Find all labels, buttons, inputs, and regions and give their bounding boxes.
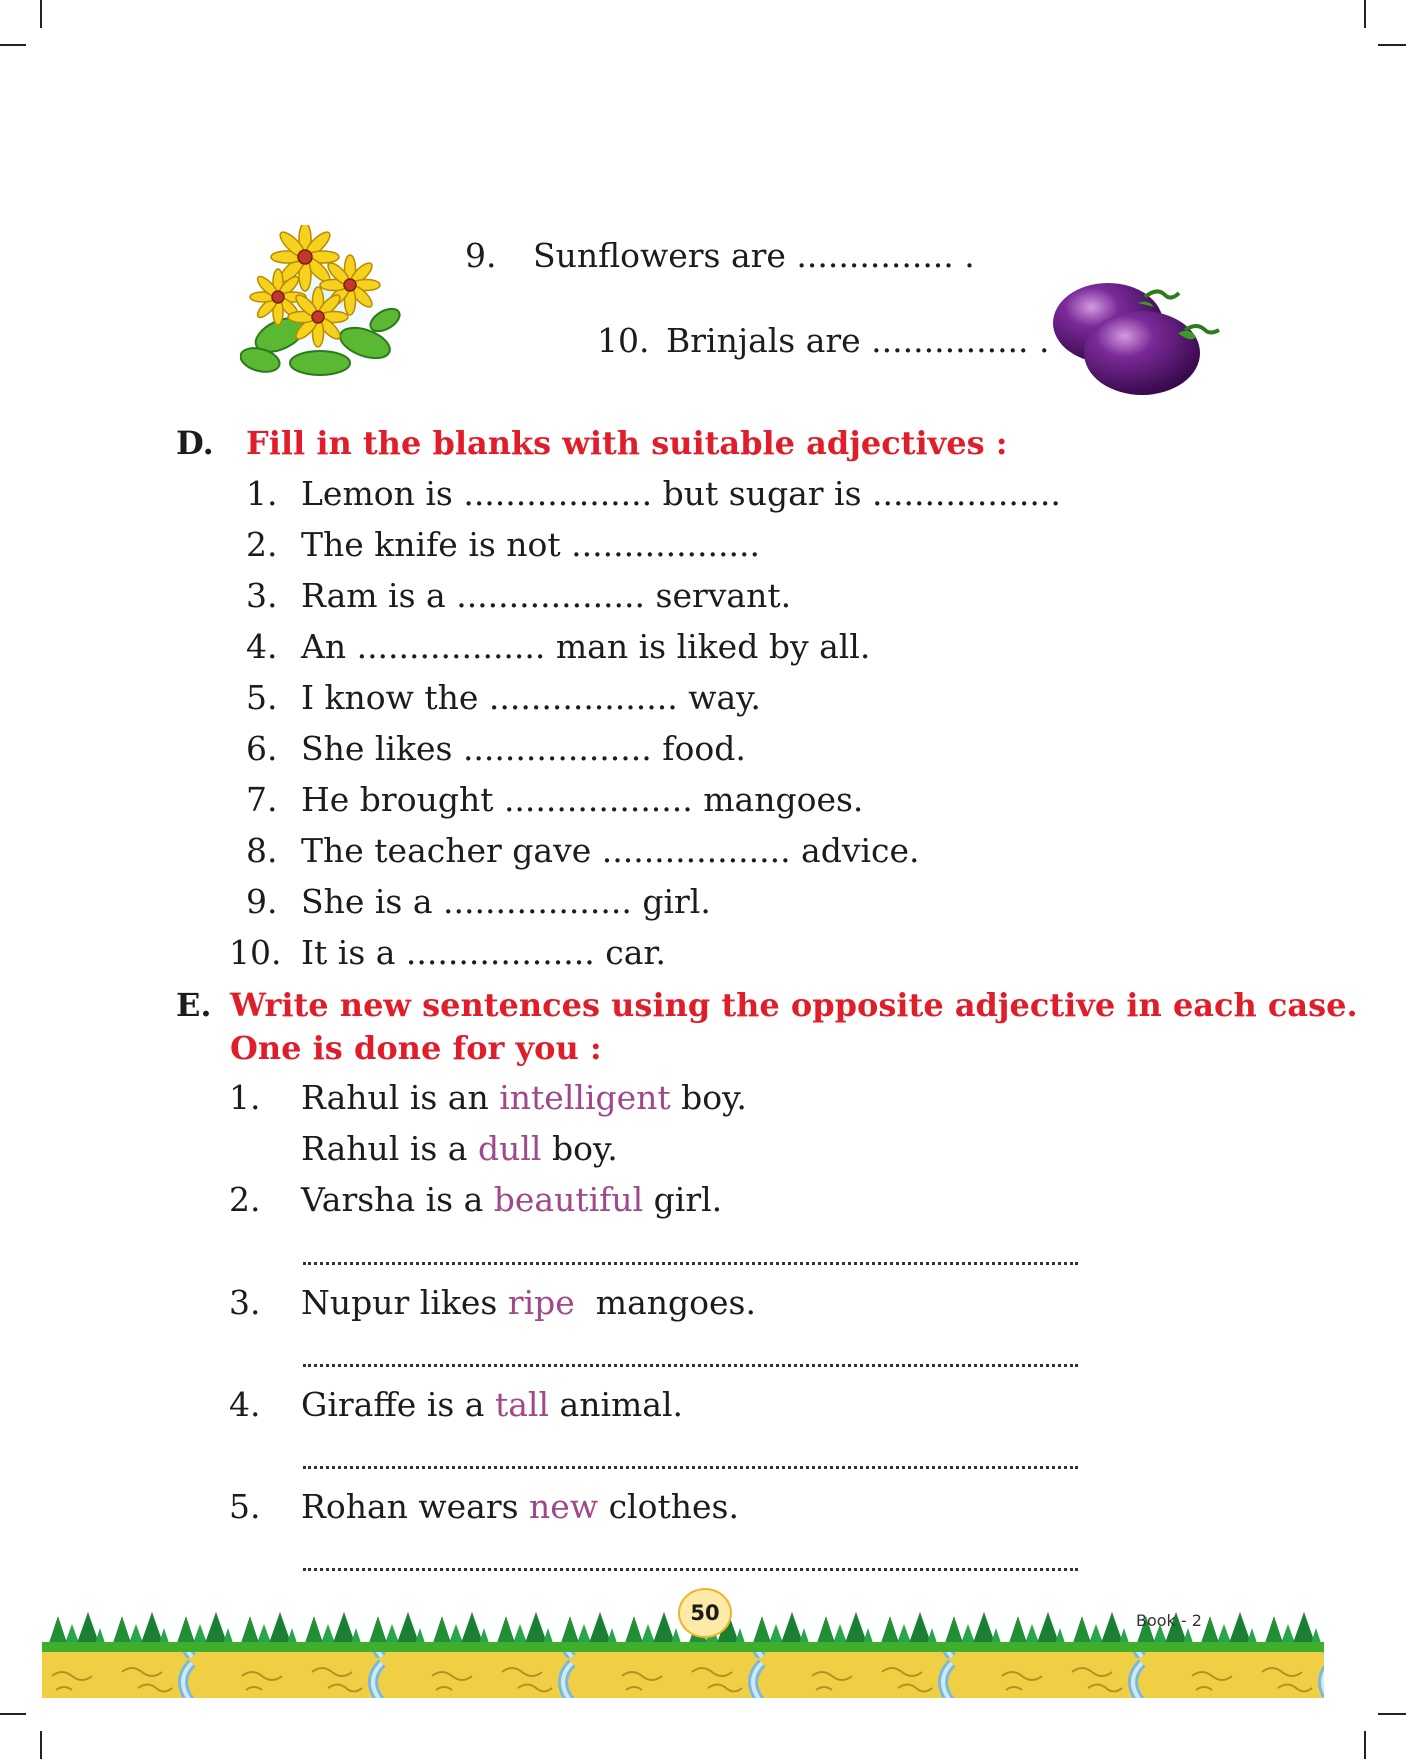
answer-line[interactable]	[303, 1568, 1078, 1571]
crop-mark	[0, 1713, 26, 1715]
item-number: 1.	[246, 474, 278, 513]
section-label: E.	[176, 986, 212, 1024]
item-number: 3.	[229, 1283, 261, 1322]
list-item: She is a .................. girl.	[301, 882, 711, 921]
item-number: 9.	[465, 236, 497, 275]
list-item: He brought .................. mangoes.	[301, 780, 864, 819]
crop-mark	[1364, 0, 1366, 28]
section-heading: Write new sentences using the opposite adjective in each case.	[230, 986, 1358, 1024]
sentence-text: Giraffe is a	[301, 1385, 495, 1424]
item-number: 9.	[246, 882, 278, 921]
sentence-text: boy.	[670, 1078, 747, 1117]
adjective: new	[529, 1487, 599, 1526]
sentence-text: boy.	[541, 1129, 618, 1168]
crop-mark	[40, 0, 42, 28]
crop-mark	[1378, 44, 1406, 46]
adjective: intelligent	[499, 1078, 671, 1117]
crop-mark	[1378, 1713, 1406, 1715]
item-number: 5.	[229, 1487, 261, 1526]
list-item: It is a .................. car.	[301, 933, 667, 972]
item-number: 4.	[229, 1385, 261, 1424]
sunflowers-illustration	[240, 225, 410, 385]
list-item: The knife is not ..................	[301, 525, 760, 564]
adjective: tall	[494, 1385, 550, 1424]
list-item: An .................. man is liked by all.	[301, 627, 871, 666]
item-number: 6.	[246, 729, 278, 768]
list-item: The teacher gave .................. advice.	[301, 831, 920, 870]
sentence-text: mangoes.	[574, 1283, 756, 1322]
section-heading: One is done for you :	[230, 1029, 602, 1067]
item-number: 1.	[229, 1078, 261, 1117]
crop-mark	[1364, 1731, 1366, 1759]
item-number: 8.	[246, 831, 278, 870]
example-answer	[301, 1129, 618, 1168]
list-item	[301, 1487, 739, 1526]
sentence-text: Nupur likes	[301, 1283, 508, 1322]
sentence-sunflowers: Sunflowers are ............... .	[533, 236, 975, 275]
list-item	[301, 1180, 722, 1219]
crop-mark	[40, 1731, 42, 1759]
brinjals-illustration	[1050, 275, 1230, 400]
list-item: She likes .................. food.	[301, 729, 746, 768]
page-number: 50	[678, 1588, 732, 1638]
sentence-brinjals: Brinjals are ............... .	[666, 321, 1050, 360]
section-heading: Fill in the blanks with suitable adjectives :	[246, 424, 1008, 462]
sentence-text: Rahul is an	[301, 1078, 500, 1117]
list-item: I know the .................. way.	[301, 678, 761, 717]
book-label: Book - 2	[1136, 1611, 1202, 1630]
sentence-text: girl.	[643, 1180, 723, 1219]
answer-line[interactable]	[303, 1262, 1078, 1265]
item-number: 10.	[229, 933, 282, 972]
item-number: 7.	[246, 780, 278, 819]
adjective: beautiful	[493, 1180, 644, 1219]
adjective: ripe	[507, 1283, 575, 1322]
adjective: dull	[477, 1129, 542, 1168]
sentence-text: clothes.	[598, 1487, 739, 1526]
sentence-text: Rahul is a	[301, 1129, 478, 1168]
crop-mark	[0, 44, 26, 46]
item-number: 3.	[246, 576, 278, 615]
sentence-text: Varsha is a	[301, 1180, 494, 1219]
sentence-text: Rohan wears	[301, 1487, 530, 1526]
item-number: 2.	[246, 525, 278, 564]
list-item	[301, 1385, 683, 1424]
list-item: Lemon is .................. but sugar is ..................	[301, 474, 1061, 513]
list-item	[301, 1283, 756, 1322]
item-number: 4.	[246, 627, 278, 666]
answer-line[interactable]	[303, 1364, 1078, 1367]
sentence-text: animal.	[549, 1385, 684, 1424]
item-number: 5.	[246, 678, 278, 717]
list-item: Ram is a .................. servant.	[301, 576, 792, 615]
list-item	[301, 1078, 747, 1117]
section-label: D.	[176, 424, 214, 462]
item-number: 2.	[229, 1180, 261, 1219]
item-number: 10.	[597, 321, 650, 360]
answer-line[interactable]	[303, 1466, 1078, 1469]
